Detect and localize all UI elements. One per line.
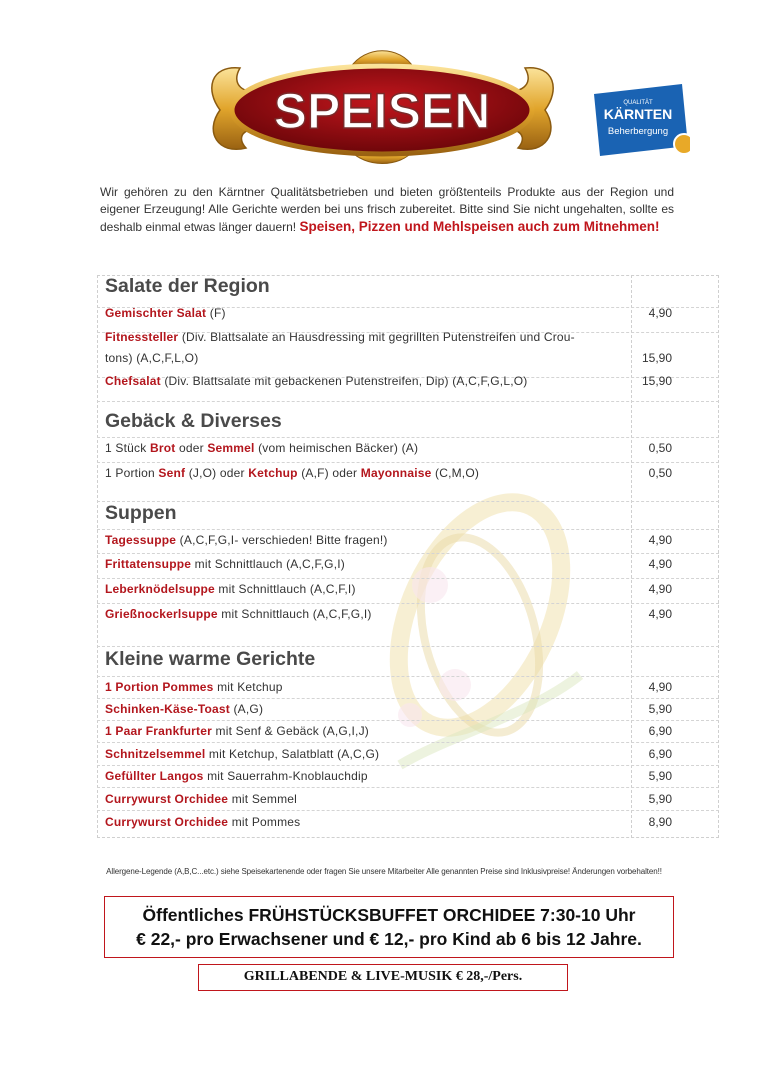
price: 5,90 xyxy=(648,769,672,783)
menu-item-brot: 1 Stück Brot oder Semmel (vom heimischen Bäcker) (A) xyxy=(105,441,419,455)
menu-item-toast: Schinken-Käse-Toast (A,G) xyxy=(105,702,264,716)
speisen-banner xyxy=(200,40,564,170)
badge-sub: Beherbergung xyxy=(607,126,669,137)
price: 4,90 xyxy=(648,582,672,596)
price: 4,90 xyxy=(648,306,672,320)
section-title-gebaeck: Gebäck & Diverses xyxy=(105,410,282,432)
price: 4,90 xyxy=(648,533,672,547)
price: 6,90 xyxy=(648,724,672,738)
price: 0,50 xyxy=(648,441,672,455)
menu-item-langos: Gefüllter Langos mit Sauerrahm-Knoblauchdip xyxy=(105,769,368,783)
price: 8,90 xyxy=(648,815,672,829)
intro-highlight: Speisen, Pizzen und Mehlspeisen auch zum Mitnehmen! xyxy=(299,219,660,234)
buffet-line-2: € 22,- pro Erwachsener und € 12,- pro Kind ab 6 bis 12 Jahre. xyxy=(136,929,642,949)
table-row xyxy=(97,502,719,530)
menu-item-currywurst-semmel: Currywurst Orchidee mit Semmel xyxy=(105,792,298,806)
allergen-legend: Allergene-Legende (A,B,C...etc.) siehe Speisekartenende oder fragen Sie unsere Mitarbeiter Alle genannten Preise sind Inklusivpreise! Änderungen vorbehalten!! xyxy=(106,867,662,876)
badge-brand: KÄRNTEN xyxy=(603,106,673,122)
price: 15,90 xyxy=(641,374,672,388)
menu-item-griessnockerlsuppe: Grießnockerlsuppe mit Schnittlauch (A,C,F,G,I) xyxy=(105,607,372,621)
menu-item-schnitzelsemmel: Schnitzelsemmel mit Ketchup, Salatblatt (A,C,G) xyxy=(105,747,380,761)
menu-item-senf: 1 Portion Senf (J,O) oder Ketchup (A,F) oder Mayonnaise (C,M,O) xyxy=(105,466,480,480)
seal-icon xyxy=(674,134,690,154)
intro-text xyxy=(100,184,674,236)
price: 4,90 xyxy=(648,680,672,694)
buffet-line-1: Öffentliches FRÜHSTÜCKSBUFFET ORCHIDEE 7:30-10 Uhr xyxy=(142,905,636,925)
price: 6,90 xyxy=(648,747,672,761)
price: 0,50 xyxy=(648,466,672,480)
banner-title: SPEISEN xyxy=(273,83,491,139)
price: 4,90 xyxy=(648,607,672,621)
kaernten-quality-badge xyxy=(592,84,690,160)
badge-small: QUALITÄT xyxy=(623,100,653,106)
menu-item-currywurst-pommes: Currywurst Orchidee mit Pommes xyxy=(105,815,301,829)
menu-item-tagessuppe: Tagessuppe (A,C,F,G,I- verschieden! Bitte fragen!) xyxy=(105,533,388,547)
menu-item-leberknoedelsuppe: Leberknödelsuppe mit Schnittlauch (A,C,F,I) xyxy=(105,582,356,596)
section-title-salate: Salate der Region xyxy=(105,275,270,297)
price: 4,90 xyxy=(648,557,672,571)
price: 5,90 xyxy=(648,702,672,716)
section-title-suppen: Suppen xyxy=(105,502,177,524)
section-title-warme-gerichte: Kleine warme Gerichte xyxy=(105,648,316,670)
price: 5,90 xyxy=(648,792,672,806)
price: 15,90 xyxy=(641,351,672,365)
menu-item-frittatensuppe: Frittatensuppe mit Schnittlauch (A,C,F,G,I) xyxy=(105,557,345,571)
intro-body: Wir gehören zu den Kärntner Qualitätsbetrieben und bieten größtenteils Produkte aus der Region und eigener Erzeugung! Alle Gerichte werden bei uns frisch zubereitet. Bitte sind Sie nicht ungehalten, sollte es deshalb einmal etwas länger dauern! xyxy=(100,185,674,234)
breakfast-buffet-box xyxy=(104,896,674,958)
menu-item-gemischter-salat: Gemischter Salat (F) xyxy=(105,306,226,320)
menu-item-pommes: 1 Portion Pommes mit Ketchup xyxy=(105,680,283,694)
menu-item-frankfurter: 1 Paar Frankfurter mit Senf & Gebäck (A,G,I,J) xyxy=(105,724,369,738)
menu-item-fitnessteller: Fitnessteller (Div. Blattsalate an Hausdressing mit gegrillten Putenstreifen und Crou- tons) (A,C,F,L,O) xyxy=(105,330,575,365)
menu-item-chefsalat: Chefsalat (Div. Blattsalate mit gebackenen Putenstreifen, Dip) (A,C,F,G,L,O) xyxy=(105,374,528,388)
grill-evening-box: GRILLABENDE & LIVE-MUSIK € 28,-/Pers. xyxy=(198,964,568,991)
